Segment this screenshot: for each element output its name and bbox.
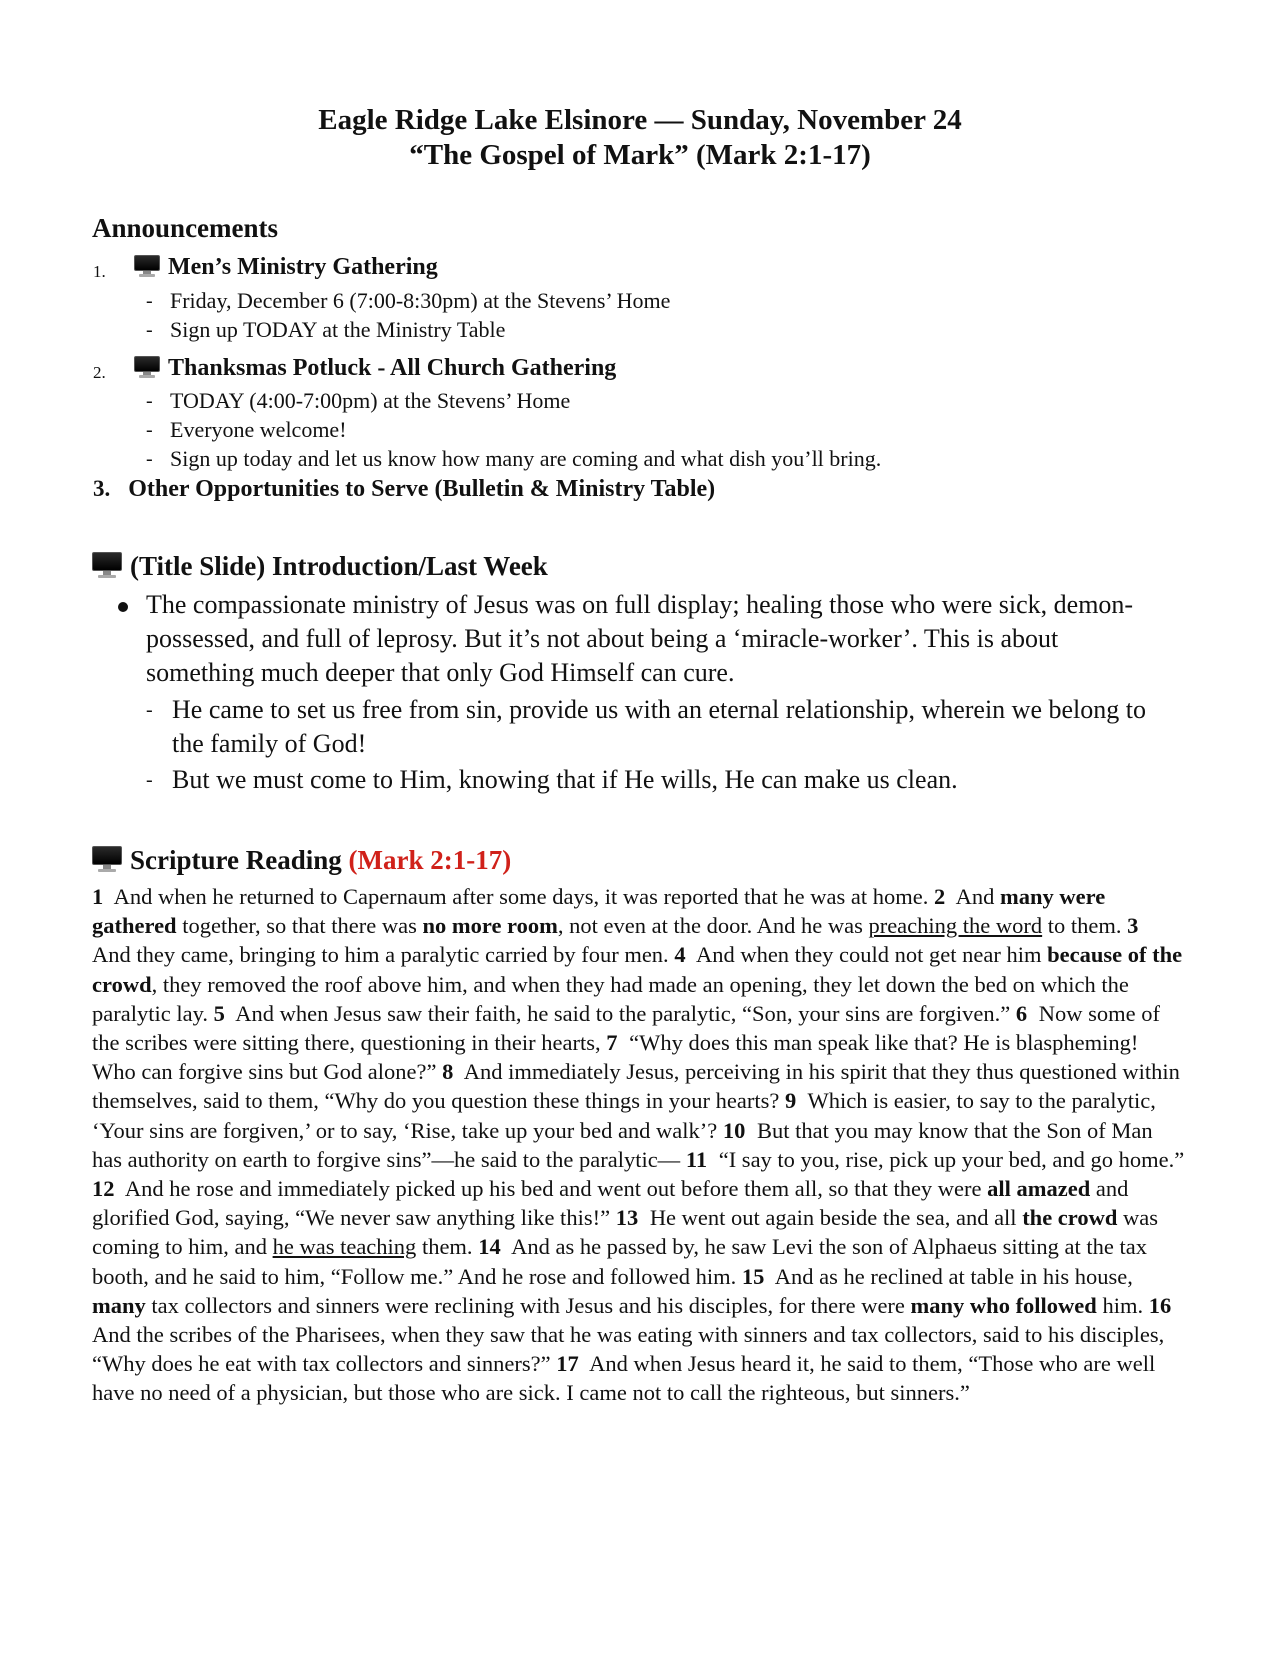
emphasis: all amazed	[987, 1176, 1091, 1202]
emphasis: many were gathered	[92, 884, 1106, 939]
underlined-text: preaching the word	[868, 913, 1043, 939]
announcement-number: 3.	[93, 476, 111, 501]
announcement-item-mens-ministry	[134, 253, 438, 282]
verse-number: 3	[1127, 913, 1139, 939]
verse-text: “I say to you, rise, pick up your bed, and go home.”	[718, 1146, 1185, 1172]
verse-number: 14	[478, 1234, 501, 1260]
announcement-detail: - Everyone welcome!	[146, 417, 347, 442]
verse-text: “Why does this man speak like that? He is blaspheming! Who can forgive sins but God alone?”	[92, 1030, 1139, 1085]
verse-number: 7	[606, 1030, 618, 1056]
verse-number: 12	[92, 1176, 115, 1202]
announcement-detail: - Friday, December 6 (7:00-8:30pm) at the Stevens’ Home	[146, 288, 671, 313]
underlined-text: he was teaching	[272, 1234, 417, 1260]
emphasis: many who followed	[910, 1292, 1097, 1318]
verse-number: 6	[1015, 1000, 1028, 1026]
introduction-bullet: The compassionate ministry of Jesus was on full display; healing those who were sick, demon-possessed, and full of leprosy. But it’s not about being a ‘miracle-worker’. This is about something much deeper that only God Himself can cure.	[146, 590, 1134, 687]
verse-number: 10	[722, 1117, 746, 1143]
announcement-title: Thanksmas Potluck - All Church Gathering	[168, 355, 617, 381]
verse-number: 15	[741, 1263, 765, 1289]
announcement-detail: - Sign up today and let us know how many are coming and what dish you’ll bring.	[146, 446, 882, 471]
verse-text: Which is easier, to say to the paralytic, ‘Your sins are forgiven,’ or to say, ‘Rise, take up your bed and walk’?	[92, 1088, 1156, 1143]
emphasis: no more room	[422, 913, 558, 939]
scripture-reference: (Mark 2:1-17)	[348, 845, 512, 875]
desktop-computer-icon	[134, 255, 160, 277]
verse-text: And the scribes of the Pharisees, when they saw that he was eating with sinners and tax collectors, said to his disciples, “Why does he eat with tax collectors and sinners?”	[92, 1322, 1165, 1377]
introduction-sub-point: - But we must come to Him, knowing that if He wills, He can make us clean.	[146, 765, 958, 794]
announcement-title: Men’s Ministry Gathering	[168, 254, 438, 280]
announcement-number: 1.	[93, 262, 106, 281]
emphasis: because of the crowd	[92, 942, 1183, 997]
verse-text: And they came, bringing to him a paralytic carried by four men.	[92, 942, 669, 968]
announcement-item-serve	[93, 474, 715, 504]
scripture-text: 1 And when he returned to Capernaum after some days, it was reported that he was at home. 2 And many were gathered together, so that there was no more room, not even at the door. And he was preaching the word to them. 3 And they came, bringing to him a paralytic carried by four men. 4 And when they could not get near him because of the crowd, they removed the roof above him, and when they had made an opening, they let down the bed on which the paralytic lay. 5 And when Jesus saw their faith, he said to the paralytic, “Son, your sins are forgiven.” 6 Now some of the scribes were sitting there, questioning in their hearts, 7 “Why does this man speak like that? He is blaspheming! Who can forgive sins but God alone?” 8 And immediately Jesus, perceiving in his spirit that they thus questioned within themselves, said to them, “Why do you question these things in your hearts? 9 Which is easier, to say to the paralytic, ‘Your sins are forgiven,’ or to say, ‘Rise, take up your bed and walk’? 10 But that you may know that the Son of Man has authority on earth to forgive sins”—he said to the paralytic— 11 “I say to you, rise, pick up your bed, and go home.” 12 And he rose and immediately picked up his bed and went out before them all, so that they were all amazed and glorified God, saying, “We never saw anything like this!” 13 He went out again beside the sea, and all the crowd was coming to him, and he was teaching them. 14 And as he passed by, he saw Levi the son of Alphaeus sitting at the tax booth, and he said to him, “Follow me.” And he rose and followed him. 15 And as he reclined at table in his house, many tax collectors and sinners were reclining with Jesus and his disciples, for there were many who followed him. 16 And the scribes of the Pharisees, when they saw that he was eating with sinners and tax collectors, said to his disciples, “Why does he eat with tax collectors and sinners?” 17 And when Jesus heard it, he said to them, “Those who are well have no need of a physician, but those who are sick. I came not to call the righteous, but sinners.”	[92, 884, 1185, 1406]
announcement-detail: - Sign up TODAY at the Ministry Table	[146, 317, 506, 342]
verse-number: 9	[785, 1088, 797, 1114]
desktop-computer-icon	[134, 356, 160, 378]
emphasis: the crowd	[1022, 1205, 1118, 1231]
verse-number: 8	[442, 1059, 454, 1085]
bullet-icon	[118, 602, 128, 612]
verse-number: 11	[685, 1146, 708, 1172]
announcement-detail: - TODAY (4:00-7:00pm) at the Stevens’ Home	[146, 388, 571, 413]
verse-text: And immediately Jesus, perceiving in his spirit that they thus questioned within themselves, said to them, “Why do you question these things in your hearts?	[92, 1059, 1180, 1114]
announcement-item-potluck	[134, 354, 616, 383]
emphasis: many	[92, 1292, 146, 1318]
announcement-title: Other Opportunities to Serve (Bulletin & Ministry Table)	[128, 476, 716, 502]
announcement-number: 2.	[93, 363, 106, 382]
verse-number: 13	[615, 1205, 639, 1231]
verse-number: 16	[1148, 1292, 1172, 1318]
verse-number: 5	[213, 1000, 225, 1026]
introduction-sub-point: - He came to set us free from sin, provide us with an eternal relationship, wherein we belong to the family of God!	[146, 695, 1146, 758]
verse-text: Now some of the scribes were sitting there, questioning in their hearts,	[92, 1000, 1161, 1056]
verse-text: And when Jesus saw their faith, he said to the paralytic, “Son, your sins are forgiven.”	[235, 1000, 1011, 1026]
verse-text: And when he returned to Capernaum after some days, it was reported that he was at home.	[113, 884, 929, 909]
verse-text: And when Jesus heard it, he said to them, “Those who are well have no need of a physician, but those who are sick. I came not to call the righteous, but sinners.”	[92, 1351, 1156, 1406]
desktop-computer-icon	[92, 846, 122, 872]
desktop-computer-icon	[92, 552, 122, 578]
verse-number: 4	[674, 942, 686, 968]
verse-number: 17	[556, 1351, 579, 1377]
page-subtitle: “The Gospel of Mark” (Mark 2:1-17)	[409, 139, 871, 171]
verse-number: 1	[92, 884, 104, 909]
verse-text: And as he passed by, he saw Levi the son of Alphaeus sitting at the tax booth, and he said to him, “Follow me.” And he rose and followed him.	[92, 1234, 1147, 1289]
page-title: Eagle Ridge Lake Elsinore — Sunday, November 24	[318, 104, 962, 136]
verse-text: But that you may know that the Son of Man has authority on earth to forgive sins”—he said to the paralytic—	[92, 1117, 1153, 1172]
verse-number: 2	[934, 884, 946, 909]
announcements-heading: Announcements	[92, 213, 279, 243]
scripture-heading: Scripture Reading (Mark 2:1-17)	[92, 844, 511, 876]
introduction-heading: (Title Slide) Introduction/Last Week	[92, 550, 548, 582]
